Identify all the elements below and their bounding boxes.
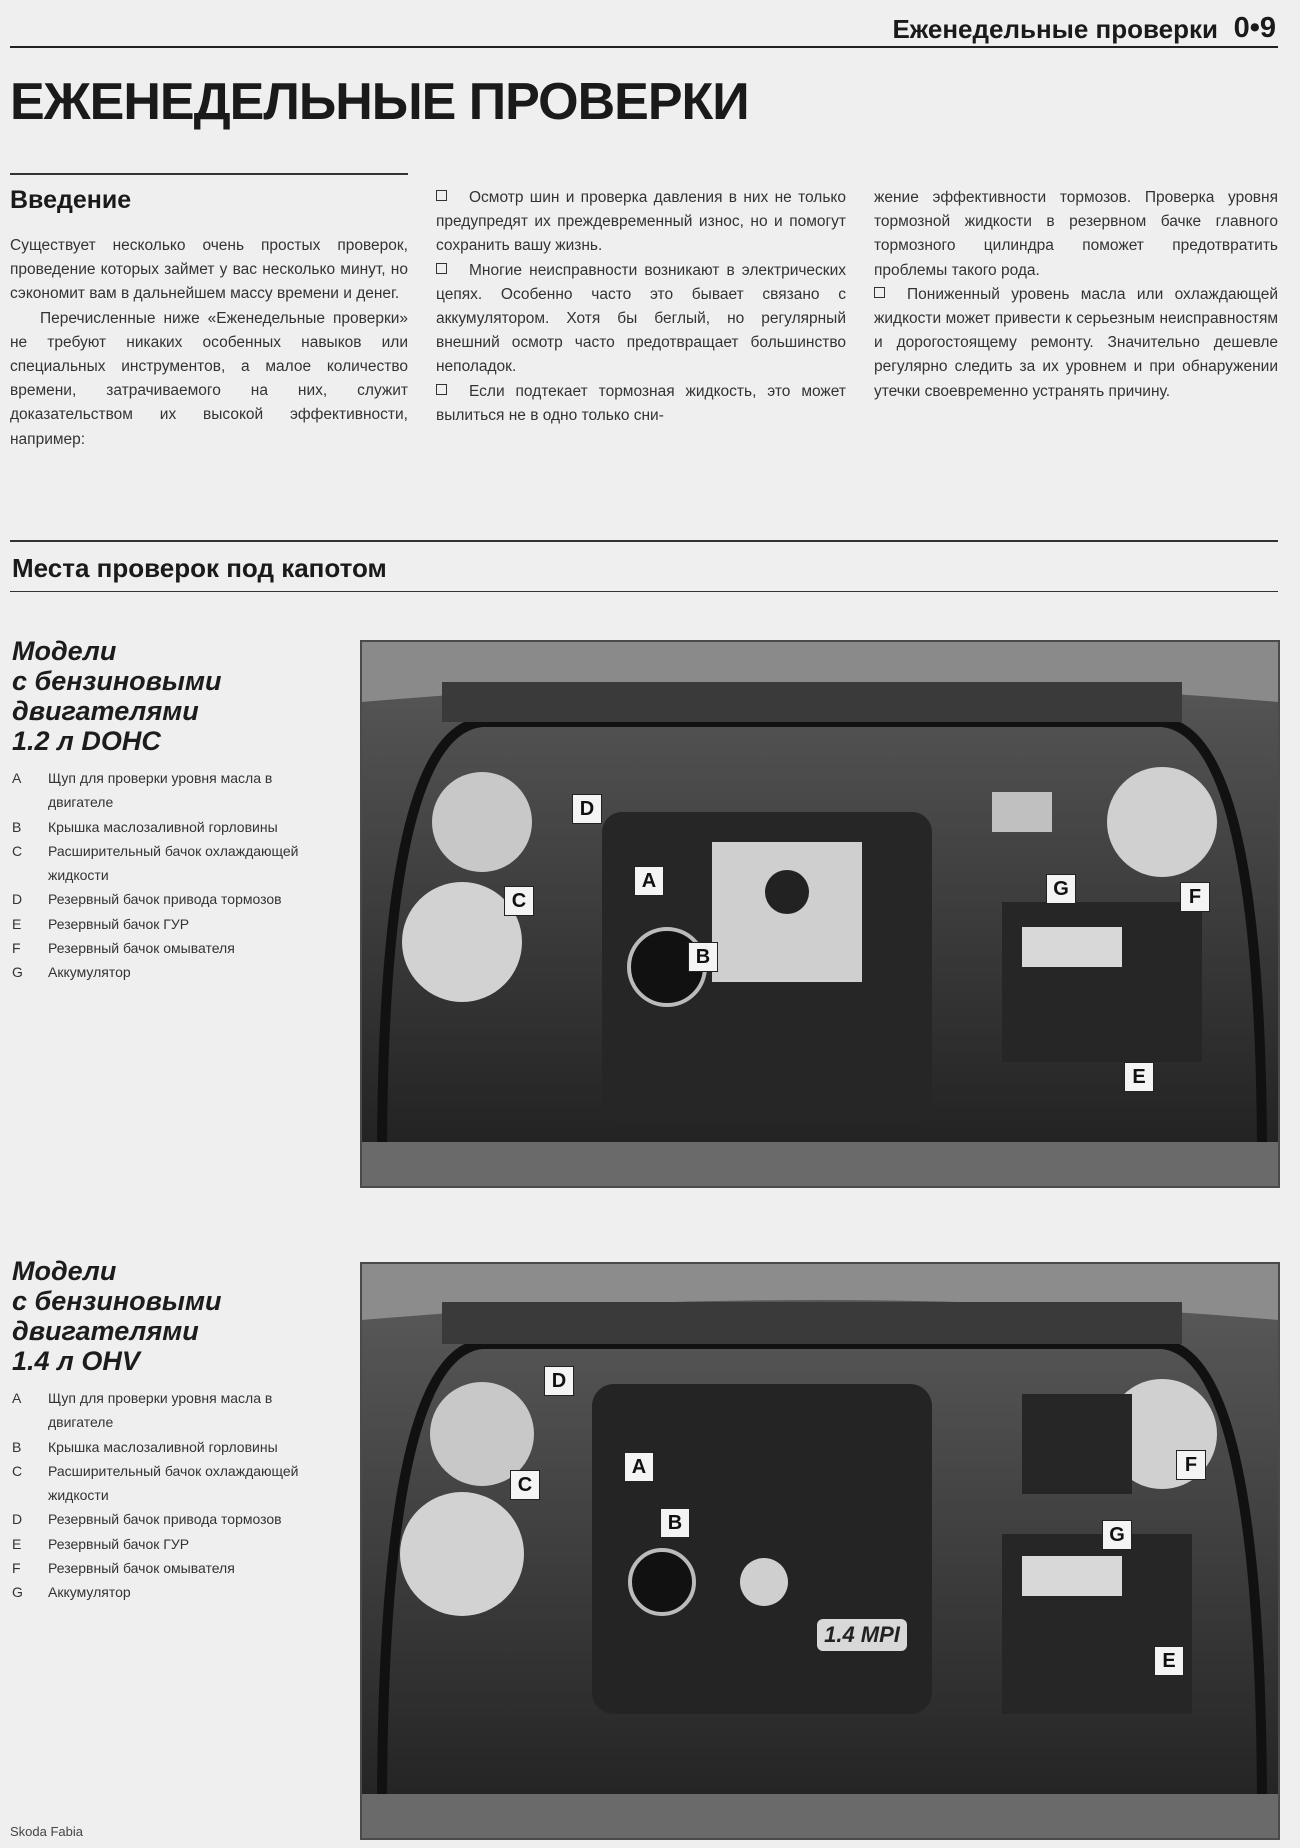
callout-a: A	[634, 866, 664, 896]
legend-item: E Резервный бачок ГУР	[12, 915, 190, 932]
section-rule-top	[10, 540, 1278, 542]
model-1-legend	[12, 766, 312, 985]
legend-item: E Резервный бачок ГУР	[12, 1535, 190, 1552]
legend-item: C Расширительный бачок охлаждающей жидкости	[12, 842, 299, 884]
engine-bay-photo-2	[360, 1262, 1280, 1840]
legend-item: B Крышка маслозаливной горловины	[12, 818, 278, 835]
legend-item: F Резервный бачок омывателя	[12, 1560, 235, 1577]
callout-c: C	[510, 1470, 540, 1500]
callout-b: B	[660, 1508, 690, 1538]
paragraph: Осмотр шин и проверка давления в них не только предупредят их преждевременный износ, но и помогут сохранить вашу жизнь.	[436, 189, 846, 255]
legend-item: A Щуп для проверки уровня масла в двигателе	[12, 770, 273, 811]
callout-c: C	[504, 886, 534, 916]
legend-item: G Аккумулятор	[12, 1584, 131, 1601]
section-rule-bottom	[10, 591, 1278, 592]
page-title: ЕЖЕНЕДЕЛЬНЫЕ ПРОВЕРКИ	[10, 73, 749, 131]
legend-item: B Крышка маслозаливной горловины	[12, 1438, 278, 1455]
model-2-legend	[12, 1386, 312, 1605]
page-number: 0•9	[1233, 12, 1276, 44]
callout-e: E	[1124, 1062, 1154, 1092]
callout-f: F	[1176, 1450, 1206, 1480]
checkbox-bullet-icon	[436, 384, 447, 395]
callout-a: A	[624, 1452, 654, 1482]
intro-column-2	[436, 186, 846, 428]
legend-item: C Расширительный бачок охлаждающей жидкости	[12, 1462, 299, 1504]
paragraph: Если подтекает тормозная жидкость, это может вылиться не в одно только сни-	[436, 382, 846, 424]
paragraph: Пониженный уровень масла или охлаждающей жидкости может привести к серьезным неисправностям и дорогостоящему ремонту. Значительно дешевле регулярно следить за их уровнем и при обнаружении утечки своевременно устранять причину.	[874, 285, 1278, 400]
callout-g: G	[1046, 874, 1076, 904]
model-2-title: Модели с бензиновыми двигателями 1.4 л OHV	[12, 1256, 222, 1376]
running-title: Еженедельные проверки	[892, 14, 1218, 44]
checkbox-bullet-icon	[436, 190, 447, 201]
paragraph: Существует несколько очень простых проверок, проведение которых займет у вас несколько минут, но сэкономит вам в дальнейшем массу времени и денег.	[10, 237, 408, 303]
legend-item: G Аккумулятор	[12, 964, 131, 981]
paragraph: Многие неисправности возникают в электрических цепях. Особенно часто это бывает связано с аккумулятором. Хотя бы беглый, но регулярный внешний осмотр часто предотвращает большинство неполадок.	[436, 261, 846, 376]
callout-f: F	[1180, 882, 1210, 912]
legend-item: D Резервный бачок привода тормозов	[12, 891, 282, 908]
checkbox-bullet-icon	[874, 287, 885, 298]
intro-rule	[10, 173, 408, 175]
model-1-title: Модели с бензиновыми двигателями 1.2 л DOHC	[12, 636, 222, 756]
callout-d: D	[572, 794, 602, 824]
callout-d: D	[544, 1366, 574, 1396]
intro-column-1	[10, 234, 408, 452]
intro-column-3	[874, 186, 1278, 404]
callout-e: E	[1154, 1646, 1184, 1676]
callout-g: G	[1102, 1520, 1132, 1550]
footer-text: Skoda Fabia	[10, 1824, 83, 1839]
legend-item: A Щуп для проверки уровня масла в двигателе	[12, 1390, 273, 1431]
engine-badge: 1.4 MPI	[824, 1622, 900, 1647]
legend-item: F Резервный бачок омывателя	[12, 940, 235, 957]
paragraph: жение эффективности тормозов. Проверка уровня тормозной жидкости в резервном бачке главного тормозного цилиндра поможет предотвратить проблемы такого рода.	[874, 189, 1278, 279]
section-heading: Места проверок под капотом	[12, 553, 387, 583]
engine-bay-photo-1	[360, 640, 1280, 1188]
checkbox-bullet-icon	[436, 263, 447, 274]
legend-item: D Резервный бачок привода тормозов	[12, 1511, 282, 1528]
intro-heading: Введение	[10, 186, 132, 214]
callout-b: B	[688, 942, 718, 972]
header-rule	[10, 46, 1278, 48]
paragraph: Перечисленные ниже «Еженедельные проверки» не требуют никаких особенных навыков или специальных инструментов, а малое количество времени, затрачиваемого на них, служит доказательством их высокой эффективности, например:	[10, 309, 408, 448]
